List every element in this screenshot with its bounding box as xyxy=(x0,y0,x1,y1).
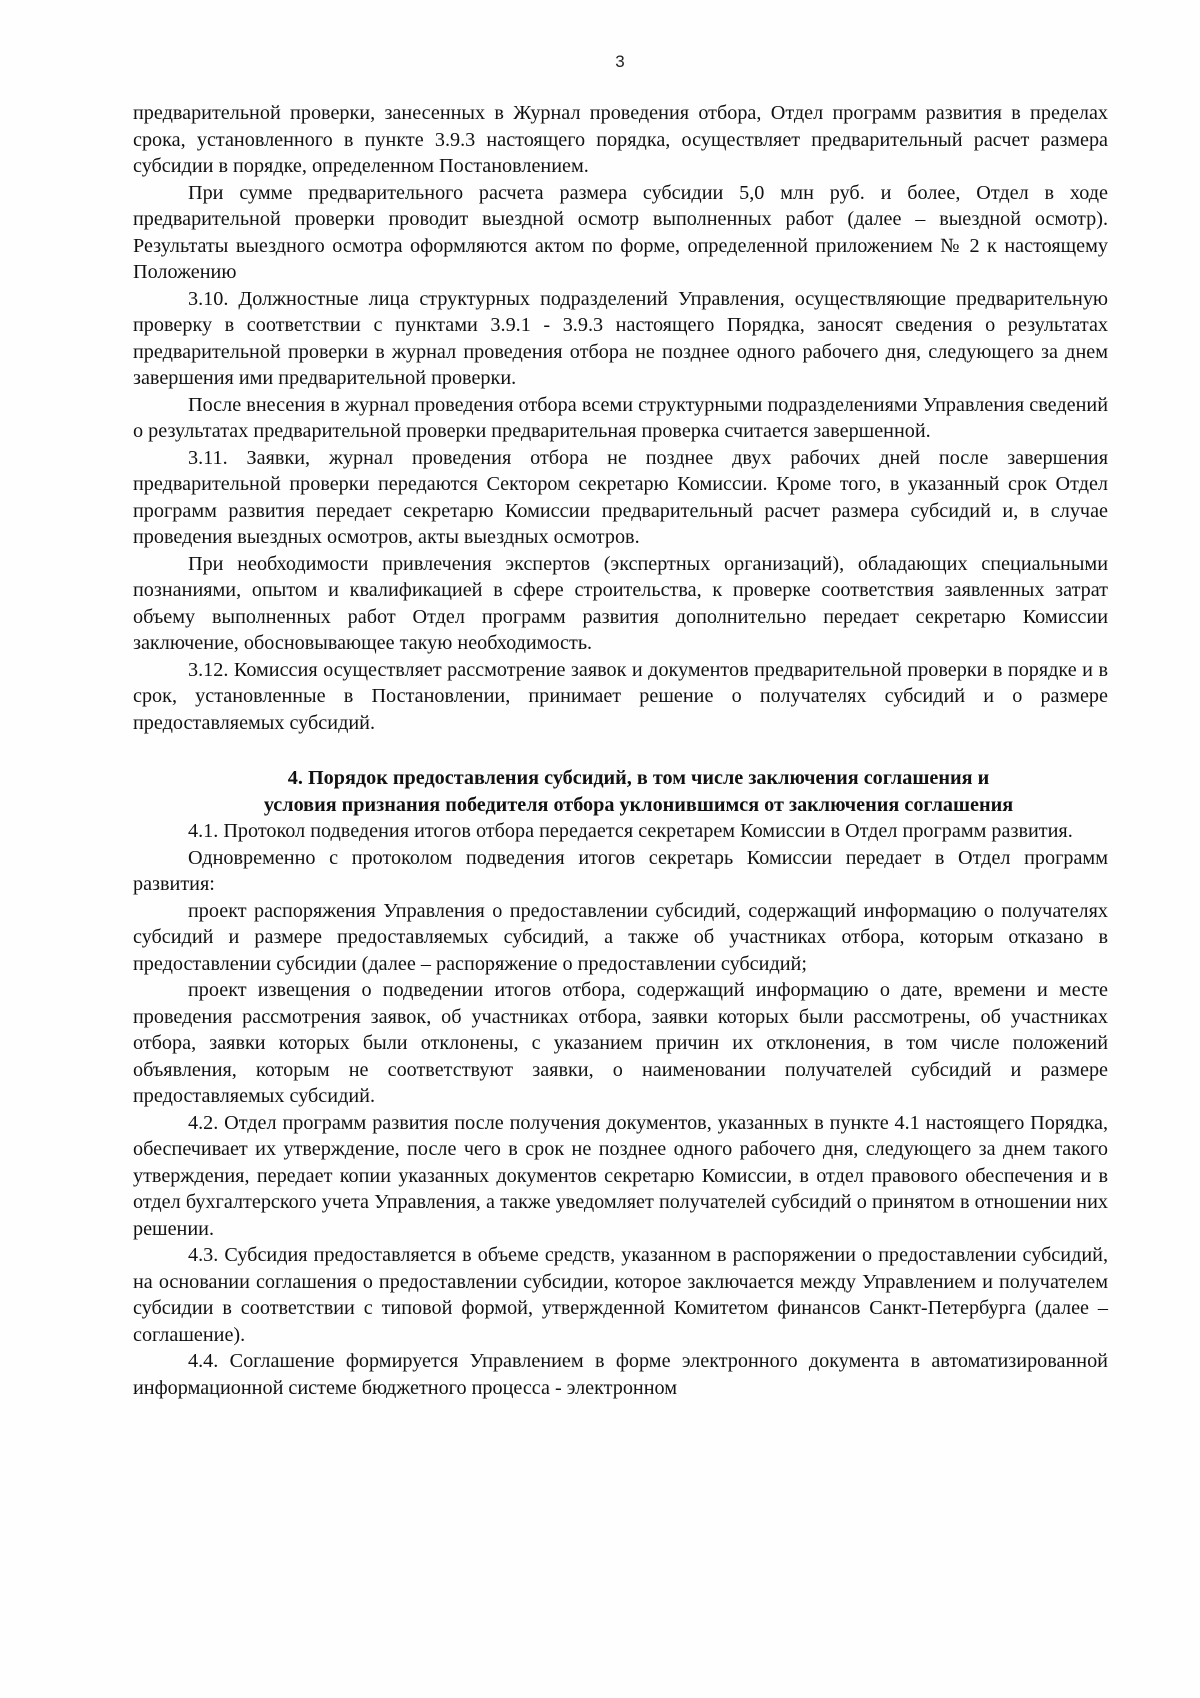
paragraph: После внесения в журнал проведения отбора всеми структурными подразделениями Управления сведений о результатах предварительной проверки предварительная проверка считается завершенной. xyxy=(133,393,1108,442)
paragraph: 3.10. Должностные лица структурных подразделений Управления, осуществляющие предварительную проверку в соответствии с пунктами 3.9.1 - 3.9.3 настоящего Порядка, заносят сведения о результатах предварительной проверки в журнал проведения отбора не позднее одного рабочего дня, следующего за днем завершения ими предварительной проверки. xyxy=(133,287,1108,389)
paragraphs-before-section xyxy=(133,100,1108,736)
paragraph: Одновременно с протоколом подведения итогов секретарь Комиссии передает в Отдел программ развития: xyxy=(133,846,1108,895)
paragraph: предварительной проверки, занесенных в Журнал проведения отбора, Отдел программ развития в пределах срока, установленного в пункте 3.9.3 настоящего порядка, осуществляет предварительный расчет размера субсидии в порядке, определенном Постановлением. xyxy=(133,102,1108,177)
paragraph: 4.4. Соглашение формируется Управлением в форме электронного документа в автоматизированной информационной системе бюджетного процесса - электронном xyxy=(133,1350,1108,1399)
paragraph: 4.2. Отдел программ развития после получения документов, указанных в пункте 4.1 настоящего Порядка, обеспечивает их утверждение, после чего в срок не позднее одного рабочего дня, следующего за днем такого утверждения, передает копии указанных документов секретарю Комиссии, в отдел правового обеспечения и в отдел бухгалтерского учета Управления, а также уведомляет получателей субсидий о принятом в отношении них решении. xyxy=(133,1111,1108,1240)
paragraph: проект извещения о подведении итогов отбора, содержащий информацию о дате, времени и месте проведения рассмотрения заявок, об участниках отбора, заявки которых были рассмотрены, об участниках отбора, заявки которых были отклонены, с указанием причин их отклонения, в том числе положений объявления, которым не соответствуют заявки, о наименовании получателей субсидий и размере предоставляемых субсидий. xyxy=(133,979,1108,1107)
paragraph: При сумме предварительного расчета размера субсидии 5,0 млн руб. и более, Отдел в ходе предварительной проверки проводит выездной осмотр выполненных работ (далее – выездной осмотр). Результаты выездного осмотра оформляются актом по форме, определенной приложением № 2 к настоящему Положению xyxy=(133,181,1108,283)
paragraph: 3.12. Комиссия осуществляет рассмотрение заявок и документов предварительной проверки в порядке и в срок, установленные в Постановлении, принимает решение о получателях субсидий и о размере предоставляемых субсидий. xyxy=(133,658,1108,734)
paragraph: При необходимости привлечения экспертов (экспертных организаций), обладающих специальными познаниями, опытом и квалификацией в сфере строительства, к проверке соответствия заявленных затрат объему выполненных работ Отдел программ развития дополнительно передает секретарю Комиссии заключение, обосновывающее такую необходимость. xyxy=(133,552,1108,654)
section-heading-line-2: условия признания победителя отбора уклонившимся от заключения соглашения xyxy=(263,793,1014,816)
page-number: 3 xyxy=(615,52,625,71)
paragraph: проект распоряжения Управления о предоставлении субсидий, содержащий информацию о получателях субсидий и размере предоставляемых субсидий, а также об участниках отбора, которым отказано в предоставлении субсидии (далее – распоряжение о предоставлении субсидий; xyxy=(133,899,1108,975)
document-body xyxy=(133,100,1108,1401)
paragraph: 4.1. Протокол подведения итогов отбора передается секретарем Комиссии в Отдел программ развития. xyxy=(188,820,1073,842)
paragraph: 4.3. Субсидия предоставляется в объеме средств, указанном в распоряжении о предоставлении субсидий, на основании соглашения о предоставлении субсидии, которое заключается между Управлением и получателем субсидии в соответствии с типовой формой, утвержденной Комитетом финансов Санкт-Петербурга (далее – соглашение). xyxy=(133,1244,1108,1346)
section-heading xyxy=(133,765,1108,818)
section-heading-line-1: 4. Порядок предоставления субсидий, в том числе заключения соглашения и xyxy=(287,767,990,789)
paragraph: 3.11. Заявки, журнал проведения отбора не позднее двух рабочих дней после завершения предварительной проверки передаются Сектором секретарю Комиссии. Кроме того, в указанный срок Отдел программ развития передает секретарю Комиссии предварительный расчет размера субсидий и, в случае проведения выездных осмотров, акты выездных осмотров. xyxy=(133,446,1108,548)
paragraphs-after-section xyxy=(133,818,1108,1401)
